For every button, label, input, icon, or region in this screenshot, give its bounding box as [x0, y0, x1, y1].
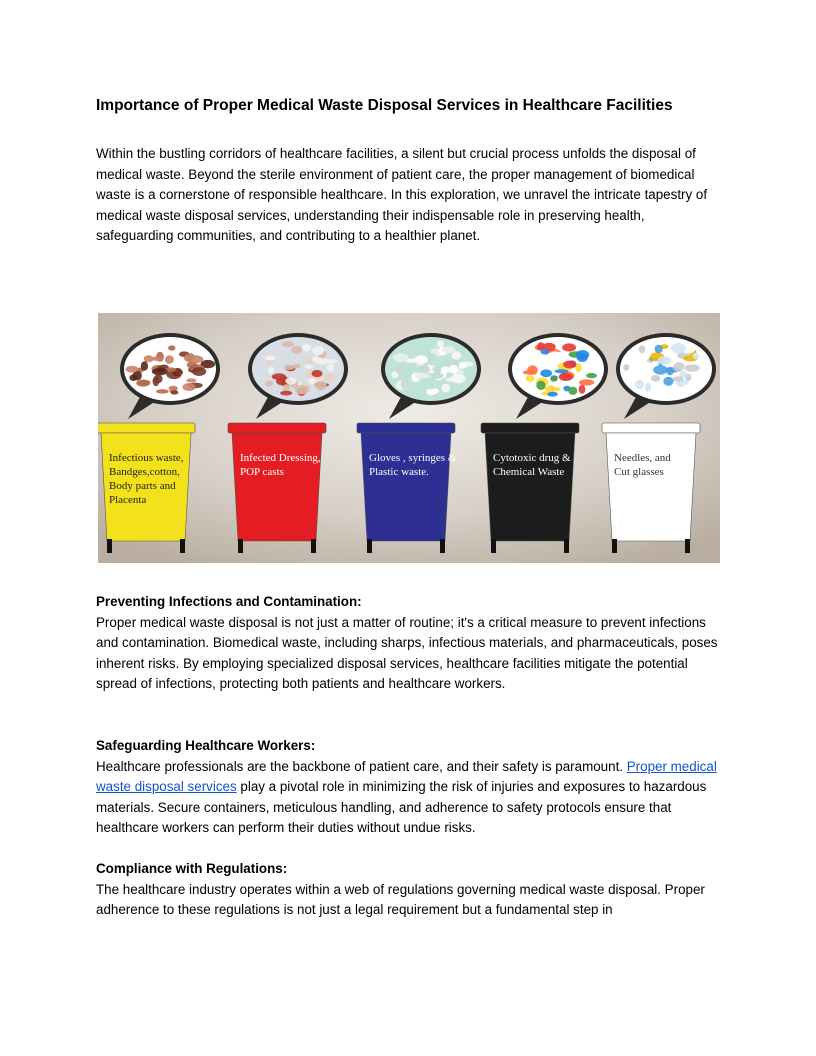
section-safeguarding-workers [96, 736, 720, 839]
waste-bins-illustration [98, 313, 720, 563]
bin-label-line: Cut glasses [614, 466, 664, 478]
disposal-services-link[interactable]: Proper medical waste disposal services [96, 758, 717, 795]
bin-label-line: Bandges,cotton, [109, 466, 180, 478]
waste-bin [602, 423, 700, 553]
intro-paragraph: Within the bustling corridors of healthcare facilities, a silent but crucial process unfolds the disposal of medical waste. Beyond the sterile environment of patient care, the proper management of biomedical waste is a cornerstone of responsible healthcare. In this exploration, we unravel the intricate tapestry of medical waste disposal services, understanding their indispensable role in preserving health, safeguarding communities, and contributing to a healthier planet. [96, 146, 708, 244]
waste-bins-image [98, 313, 720, 563]
bin-label-line: Needles, and [614, 452, 671, 464]
bin-label-line: Infectious waste, [109, 452, 184, 464]
bin-label-line: Gloves , syringes & [369, 452, 457, 464]
section-body: Proper medical waste disposal is not just a matter of routine; it's a critical measure to prevent infections and contamination. Biomedical waste, including sharps, infectious materials, and pharmaceuticals, poses inherent risks. By employing specialized disposal services, healthcare facilities mitigate the potential spread of infections, protecting both patients and healthcare workers. [96, 614, 718, 692]
page-title: Importance of Proper Medical Waste Disposal Services in Healthcare Facilities [96, 97, 673, 114]
bin-label-line: Cytotoxic drug & [493, 452, 571, 464]
waste-bin [481, 423, 579, 553]
section-heading: Preventing Infections and Contamination: [96, 594, 362, 609]
bin-label-line: Infected Dressing, [240, 452, 321, 464]
waste-bin [228, 423, 326, 553]
bin-label-line: Chemical Waste [493, 466, 565, 478]
section-preventing-infections [96, 592, 720, 695]
bin-label-line: POP casts [240, 466, 284, 478]
bin-label-line: Body parts and [109, 480, 176, 492]
section-heading: Safeguarding Healthcare Workers: [96, 738, 316, 753]
section-body-start: Healthcare professionals are the backbone of patient care, and their safety is paramount. [96, 758, 627, 774]
section-heading: Compliance with Regulations: [96, 861, 288, 876]
bin-label-line: Placenta [109, 494, 147, 506]
waste-bin [357, 423, 457, 553]
section-body: The healthcare industry operates within a web of regulations governing medical waste disposal. Proper adherence to these regulations is not just a legal requirement but a fundamental step in [96, 881, 705, 918]
section-compliance [96, 859, 720, 921]
bin-label-line: Plastic waste. [369, 466, 429, 478]
waste-bin [98, 423, 195, 553]
section-body-end: play a pivotal role in minimizing the risk of injuries and exposures to hazardous materials. Secure containers, meticulous handling, and adherence to safety protocols ensure that healthcare workers can perform their duties without undue risks. [96, 779, 707, 836]
